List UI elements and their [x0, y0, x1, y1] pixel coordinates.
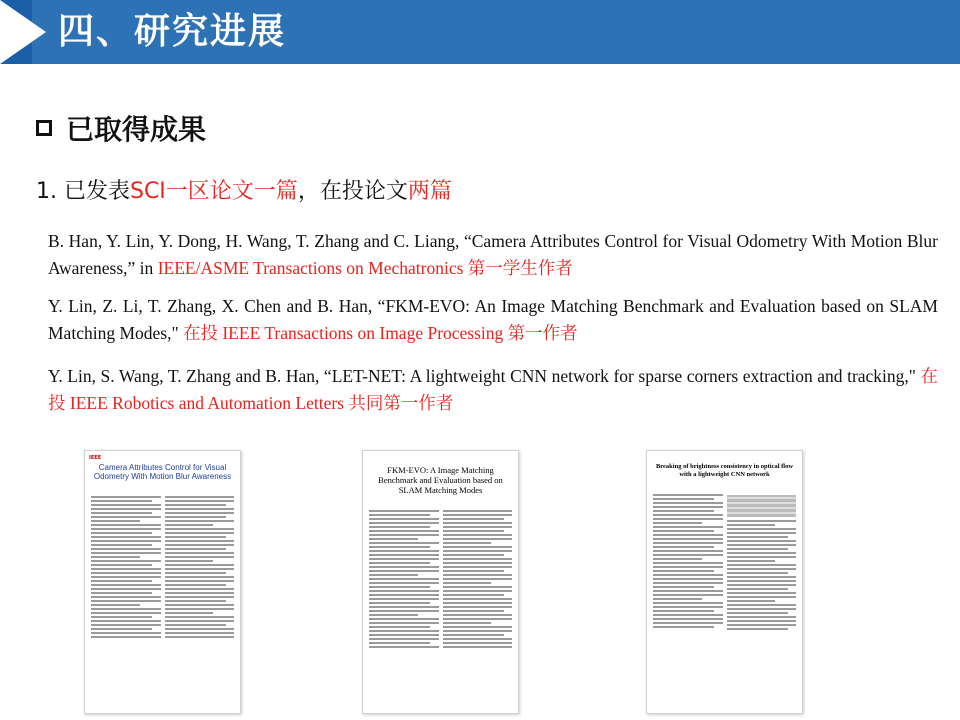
- header-banner: [0, 0, 960, 64]
- reference-citation: Y. Lin, S. Wang, T. Zhang and B. Han, “LET-NET: A lightweight CNN network for sparse corners extraction and tracking,": [48, 366, 921, 386]
- publisher-logo: IEEE: [89, 455, 102, 461]
- summary-middle: ，在投论文: [297, 179, 408, 204]
- reference-item: [48, 228, 938, 282]
- reference-item: [48, 363, 938, 417]
- summary-highlight-submitted: 两篇: [407, 179, 452, 204]
- section-title: 已取得成果: [66, 113, 207, 146]
- reference-venue: IEEE/ASME Transactions on Mechatronics 第一学生作者: [157, 258, 573, 278]
- summary-highlight-published: SCI一区论文一篇: [129, 179, 298, 204]
- reference-venue: 在投 IEEE Transactions on Image Processing 第一作者: [182, 323, 578, 343]
- paper-thumbnail: [646, 450, 803, 714]
- paper-body: [647, 492, 802, 632]
- summary-line: [36, 176, 452, 208]
- paper-thumbnail: [362, 450, 519, 714]
- section-heading: [36, 108, 206, 148]
- paper-authors-placeholder: [371, 499, 510, 504]
- square-bullet-icon: [36, 120, 52, 136]
- reference-citation: B. Han, Y. Lin, Y. Dong, H. Wang, T. Zhang and C. Liang, “Camera Attributes Control for Visual Odometry With Motion Blur Awareness,” in: [48, 231, 938, 278]
- paper-thumbnail: [84, 450, 241, 714]
- paper-title: Camera Attributes Control for Visual Odometry With Motion Blur Awareness: [93, 463, 232, 481]
- paper-title: FKM-EVO: A Image Matching Benchmark and Evaluation based on SLAM Matching Modes: [378, 465, 503, 495]
- paper-body: [85, 494, 240, 640]
- paper-body: [363, 508, 518, 650]
- paper-authors-placeholder: [93, 485, 232, 490]
- reference-citation: Y. Lin, Z. Li, T. Zhang, X. Chen and B. Han, “FKM-EVO: An Image Matching Benchmark and Evaluation based on SLAM Matching Modes,": [48, 296, 938, 343]
- reference-venue: 在投 IEEE Robotics and Automation Letters 共同第一作者: [48, 366, 938, 413]
- reference-item: [48, 293, 938, 347]
- figure-placeholder: [727, 495, 797, 517]
- banner-arrow-shape: [0, 0, 46, 64]
- summary-prefix: 1. 已发表: [36, 179, 130, 204]
- page-title: 四、研究进展: [58, 11, 287, 52]
- paper-title: Breaking of brightness consistency in optical flow with a lightweight CNN network: [655, 463, 794, 478]
- paper-authors-placeholder: [655, 483, 794, 488]
